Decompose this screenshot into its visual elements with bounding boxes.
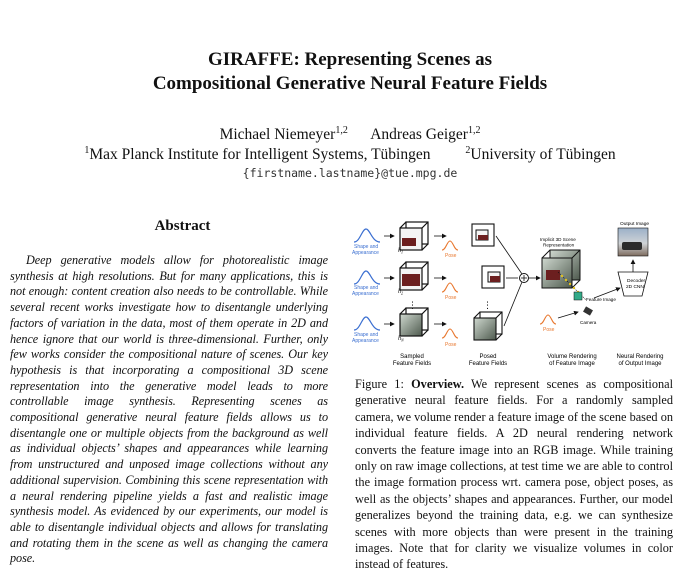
pose-curve-camera bbox=[540, 315, 556, 324]
shape-appearance-curve-n bbox=[354, 317, 380, 330]
shape-appearance-curve-2 bbox=[354, 271, 380, 284]
feature-field-cube-n bbox=[400, 308, 428, 336]
feature-field-cube-1 bbox=[400, 222, 428, 250]
pose-label-2: Pose bbox=[445, 295, 457, 301]
caption-label: Figure 1: bbox=[355, 377, 404, 391]
affiliation-1: Max Planck Institute for Intelligent Systems, Tübingen bbox=[89, 146, 431, 163]
affiliation-2-number: 2 bbox=[465, 145, 471, 156]
overview-diagram bbox=[350, 216, 680, 374]
latent-hn: $h_N$ bbox=[398, 336, 404, 343]
pose-label-camera: Pose bbox=[543, 327, 555, 333]
affiliations bbox=[0, 145, 700, 165]
decoder-block bbox=[618, 272, 648, 296]
row-n bbox=[352, 308, 502, 348]
decoder-label: Decoder 2D CNN bbox=[626, 279, 646, 290]
author-2: Andreas Geiger bbox=[370, 126, 468, 143]
affiliation-2: University of Tübingen bbox=[470, 146, 616, 163]
feature-image-patch bbox=[574, 292, 582, 300]
author-block bbox=[0, 125, 700, 165]
title-line-1: GIRAFFE: Representing Scenes as bbox=[207, 49, 493, 70]
pose-curve-2 bbox=[442, 283, 458, 292]
caption-text: We represent scenes as compositional generative neural feature fields. For a randomly sampled camera, we volume render a feature image of the scene based on individual feature fields. A 2D neural rendering network converts the feature image into an RGB image. While training only on raw image collections, at test time we are able to control the image formation process wrt. camera pose, object poses, as well as the objects’ shapes and appearances. Further, our model generalizes beyond the training data, e.g. we can synthesize scenes with more objects than were present in the training images. Note that for clarity we visualize volumes in color instead of features. bbox=[355, 377, 674, 572]
email-address: {firstname.lastname}@tue.mpg.de bbox=[242, 166, 458, 180]
output-image-label: Output Image bbox=[620, 222, 650, 227]
affiliation-1-number: 1 bbox=[84, 145, 90, 156]
column-labels bbox=[393, 354, 664, 367]
overview-figure bbox=[350, 216, 680, 374]
camera-label: Camera bbox=[580, 320, 597, 325]
feature-field-cube-2 bbox=[400, 262, 428, 290]
output-car bbox=[622, 242, 642, 250]
dots-col-2: ⋮ bbox=[483, 300, 492, 310]
shape-appearance-label-2: Shape and Appearance bbox=[352, 285, 379, 297]
feature-image-label: Feature Image bbox=[586, 297, 616, 302]
latent-h1: $h_1$ bbox=[398, 248, 403, 255]
posed-field-cube-n bbox=[474, 312, 502, 340]
implicit-scene-cube bbox=[542, 250, 580, 288]
author-1: Michael Niemeyer bbox=[219, 126, 336, 143]
shape-appearance-label-1: Shape and Appearance bbox=[352, 244, 379, 256]
latent-h2: $h_2$ bbox=[398, 289, 403, 296]
abstract-text: Deep generative models allow for photorealistic image synthesis at high resolutions. But for many applications, this is not enough: content creation also needs to be controllable. While several recent works investigate how to disentangle underlying factors of variation in the data, most of them operate in 2D and hence ignore that our world is three-dimensional. Further, only few works consider the compositional nature of scenes. Our key hypothesis is that incorporating a compositional 3D scene representation into the generative model leads to more controllable image synthesis. Representing scenes as compositional generative neural feature fields allows us to disentangle one or multiple objects from the background as well as individual objects’ shapes and appearances while learning from unstructured and unposed image collections without any additional supervision. Combining this scene representation with a neural rendering pipeline yields a fast and realistic image synthesis model. As evidenced by our experiments, our model is able to disentangle individual objects and allows for translating and rotating them in the scene as well as changing the camera pose. bbox=[10, 253, 328, 566]
col-label-1: Sampled Feature Fields bbox=[392, 354, 432, 367]
posed-field-cube-2 bbox=[482, 266, 504, 288]
caption-bold: Overview. bbox=[411, 377, 465, 391]
pose-label-n: Pose bbox=[445, 342, 457, 348]
abstract-heading: Abstract bbox=[154, 218, 211, 234]
shape-appearance-curve-1 bbox=[354, 229, 380, 242]
title-line-2: Compositional Generative Neural Feature Fields bbox=[152, 73, 548, 94]
pose-curve-n bbox=[442, 329, 458, 338]
paper-title bbox=[0, 48, 700, 96]
pose-label-1: Pose bbox=[445, 253, 457, 259]
row-1 bbox=[352, 222, 494, 259]
pose-curve-1 bbox=[442, 241, 458, 250]
author-names bbox=[0, 125, 700, 145]
implicit-scene-label: Implicit 3D Scene Representation bbox=[540, 237, 576, 248]
row-2 bbox=[352, 262, 504, 301]
author-2-affiliation: 1,2 bbox=[467, 125, 481, 136]
camera-icon bbox=[583, 306, 593, 315]
figure-caption bbox=[355, 376, 673, 573]
col-label-3: Volume Rendering of Feature Image bbox=[547, 354, 597, 367]
author-1-affiliation: 1,2 bbox=[335, 125, 348, 136]
shape-appearance-label-n: Shape and Appearance bbox=[352, 332, 379, 344]
col-label-4: Neural Rendering of Output Image bbox=[616, 354, 664, 367]
dots-col-1: ⋮ bbox=[408, 300, 417, 310]
posed-field-cube-1 bbox=[472, 224, 494, 246]
col-label-2: Posed Feature Fields bbox=[468, 354, 508, 367]
